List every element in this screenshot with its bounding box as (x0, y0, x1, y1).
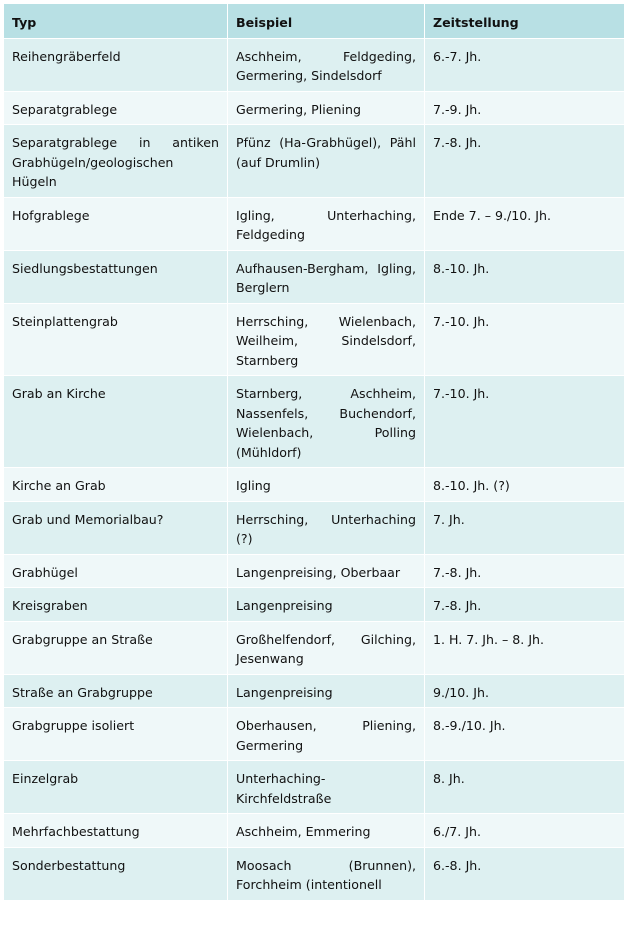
cell-beispiel: Langenpreising (228, 674, 425, 708)
table-row (4, 38, 625, 91)
cell-typ: Hofgrablege (4, 197, 228, 250)
table-row (4, 125, 625, 198)
cell-typ: Kreisgraben (4, 588, 228, 622)
table-row (4, 588, 625, 622)
table-row (4, 197, 625, 250)
cell-zeitstellung: 6.-8. Jh. (425, 847, 625, 900)
cell-typ: Grabgruppe isoliert (4, 708, 228, 761)
cell-typ: Grabgruppe an Straße (4, 621, 228, 674)
table-row (4, 621, 625, 674)
table-row (4, 674, 625, 708)
cell-beispiel: Moosach (Brunnen), Forchheim (intentionell (228, 847, 425, 900)
cell-beispiel: Herrsching, Wielenbach, Weilheim, Sindelsdorf, Starnberg (228, 303, 425, 376)
cell-typ: Grab an Kirche (4, 376, 228, 468)
cell-typ: Reihengräberfeld (4, 38, 228, 91)
cell-zeitstellung: 8.-10. Jh. (425, 250, 625, 303)
cell-beispiel: Starnberg, Aschheim, Nassenfels, Buchendorf, Wielenbach, Polling (Mühldorf) (228, 376, 425, 468)
cell-zeitstellung: 7.-10. Jh. (425, 303, 625, 376)
cell-zeitstellung: 8. Jh. (425, 761, 625, 814)
cell-zeitstellung: 9./10. Jh. (425, 674, 625, 708)
cell-beispiel: Igling (228, 468, 425, 502)
cell-beispiel: Langenpreising, Oberbaar (228, 554, 425, 588)
cell-zeitstellung: 6./7. Jh. (425, 814, 625, 848)
cell-typ: Einzelgrab (4, 761, 228, 814)
cell-zeitstellung: 1. H. 7. Jh. – 8. Jh. (425, 621, 625, 674)
cell-typ: Steinplattengrab (4, 303, 228, 376)
cell-zeitstellung: 7.-10. Jh. (425, 376, 625, 468)
table-row (4, 303, 625, 376)
cell-typ: Sonderbestattung (4, 847, 228, 900)
header-beispiel: Beispiel (228, 4, 425, 39)
table-row (4, 708, 625, 761)
cell-zeitstellung: Ende 7. – 9./10. Jh. (425, 197, 625, 250)
table-row (4, 501, 625, 554)
cell-beispiel: Langenpreising (228, 588, 425, 622)
cell-typ: Separatgrablege in antiken Grabhügeln/geologischen Hügeln (4, 125, 228, 198)
cell-beispiel: Oberhausen, Pliening, Germering (228, 708, 425, 761)
cell-beispiel: Igling, Unterhaching, Feldgeding (228, 197, 425, 250)
cell-beispiel: Germering, Pliening (228, 91, 425, 125)
cell-beispiel: Aschheim, Feldgeding, Germering, Sindelsdorf (228, 38, 425, 91)
cell-typ: Grabhügel (4, 554, 228, 588)
cell-zeitstellung: 8.-10. Jh. (?) (425, 468, 625, 502)
cell-beispiel: Aschheim, Emmering (228, 814, 425, 848)
cell-typ: Separatgrablege (4, 91, 228, 125)
cell-beispiel: Aufhausen-Bergham, Igling, Berglern (228, 250, 425, 303)
cell-zeitstellung: 7.-9. Jh. (425, 91, 625, 125)
table-row (4, 814, 625, 848)
cell-typ: Grab und Memorialbau? (4, 501, 228, 554)
table-row (4, 468, 625, 502)
burial-types-table (3, 3, 625, 901)
cell-typ: Mehrfachbestattung (4, 814, 228, 848)
table-row (4, 554, 625, 588)
cell-beispiel: Herrsching, Unterhaching (?) (228, 501, 425, 554)
cell-typ: Kirche an Grab (4, 468, 228, 502)
cell-typ: Siedlungsbestattungen (4, 250, 228, 303)
cell-beispiel: Unterhaching-Kirchfeldstraße (228, 761, 425, 814)
cell-zeitstellung: 6.-7. Jh. (425, 38, 625, 91)
table-row (4, 250, 625, 303)
cell-beispiel: Pfünz (Ha-Grabhügel), Pähl (auf Drumlin) (228, 125, 425, 198)
cell-zeitstellung: 7. Jh. (425, 501, 625, 554)
cell-zeitstellung: 8.-9./10. Jh. (425, 708, 625, 761)
cell-zeitstellung: 7.-8. Jh. (425, 125, 625, 198)
cell-typ: Straße an Grabgruppe (4, 674, 228, 708)
table-row (4, 847, 625, 900)
header-row (4, 4, 625, 39)
header-typ: Typ (4, 4, 228, 39)
cell-zeitstellung: 7.-8. Jh. (425, 588, 625, 622)
cell-beispiel: Großhelfendorf, Gilching, Jesenwang (228, 621, 425, 674)
cell-zeitstellung: 7.-8. Jh. (425, 554, 625, 588)
table-row (4, 376, 625, 468)
header-zeitstellung: Zeitstellung (425, 4, 625, 39)
table-row (4, 761, 625, 814)
table-row (4, 91, 625, 125)
